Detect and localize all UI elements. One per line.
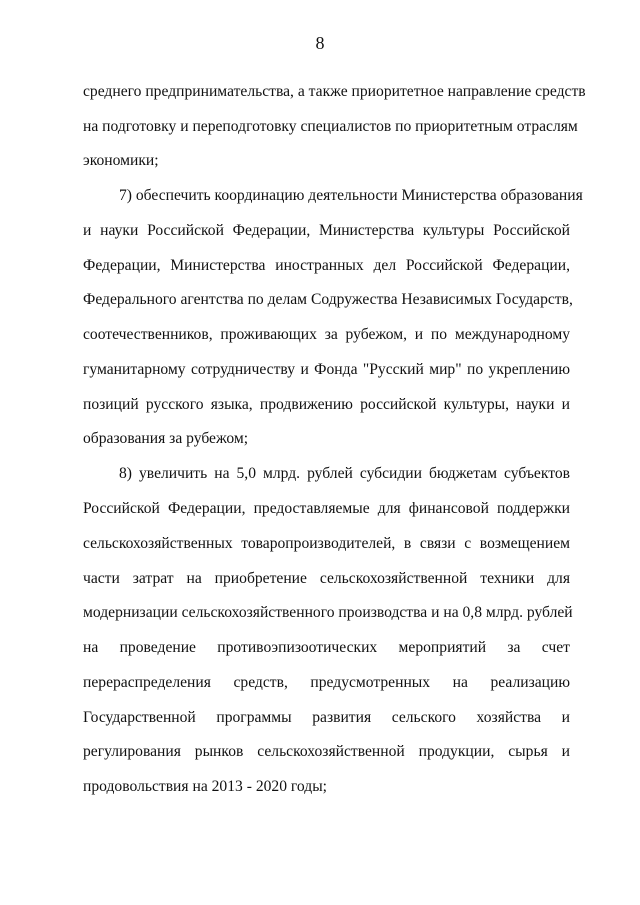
text-line: сельскохозяйственных товаропроизводителей, в связи с возмещением	[83, 535, 570, 552]
text-line: позиций русского языка, продвижению российской культуры, науки и	[83, 396, 570, 413]
text-line: гуманитарному сотрудничеству и Фонда "Русский мир" по укреплению	[83, 361, 570, 378]
text-line: на проведение противоэпизоотических мероприятий за счет	[83, 639, 570, 656]
text-line: Государственной программы развития сельского хозяйства и	[83, 709, 570, 726]
text-line: регулирования рынков сельскохозяйственной продукции, сырья и	[83, 743, 570, 760]
page-number: 8	[315, 33, 325, 53]
text-line: Федерального агентства по делам Содружества Независимых Государств,	[83, 291, 573, 308]
text-line: части затрат на приобретение сельскохозяйственной техники для	[83, 570, 570, 587]
text-line: образования за рубежом;	[83, 430, 249, 447]
text-line: среднего предпринимательства, а также приоритетное направление средств	[83, 83, 586, 100]
text-line: 8) увеличить на 5,0 млрд. рублей субсидии бюджетам субъектов	[119, 465, 570, 482]
text-line: Федерации, Министерства иностранных дел Российской Федерации,	[83, 257, 570, 274]
text-line: модернизации сельскохозяйственного производства и на 0,8 млрд. рублей	[83, 604, 573, 621]
text-line: 7) обеспечить координацию деятельности Министерства образования	[119, 187, 583, 204]
text-line: Российской Федерации, предоставляемые для финансовой поддержки	[83, 500, 570, 517]
text-line: и науки Российской Федерации, Министерства культуры Российской	[83, 222, 570, 239]
text-line: продовольствия на 2013 - 2020 годы;	[83, 778, 328, 795]
text-line: экономики;	[83, 152, 159, 169]
text-line: соотечественников, проживающих за рубежом, и по международному	[83, 326, 570, 343]
text-line: перераспределения средств, предусмотренных на реализацию	[83, 674, 570, 691]
text-line: на подготовку и переподготовку специалистов по приоритетным отраслям	[83, 118, 578, 135]
